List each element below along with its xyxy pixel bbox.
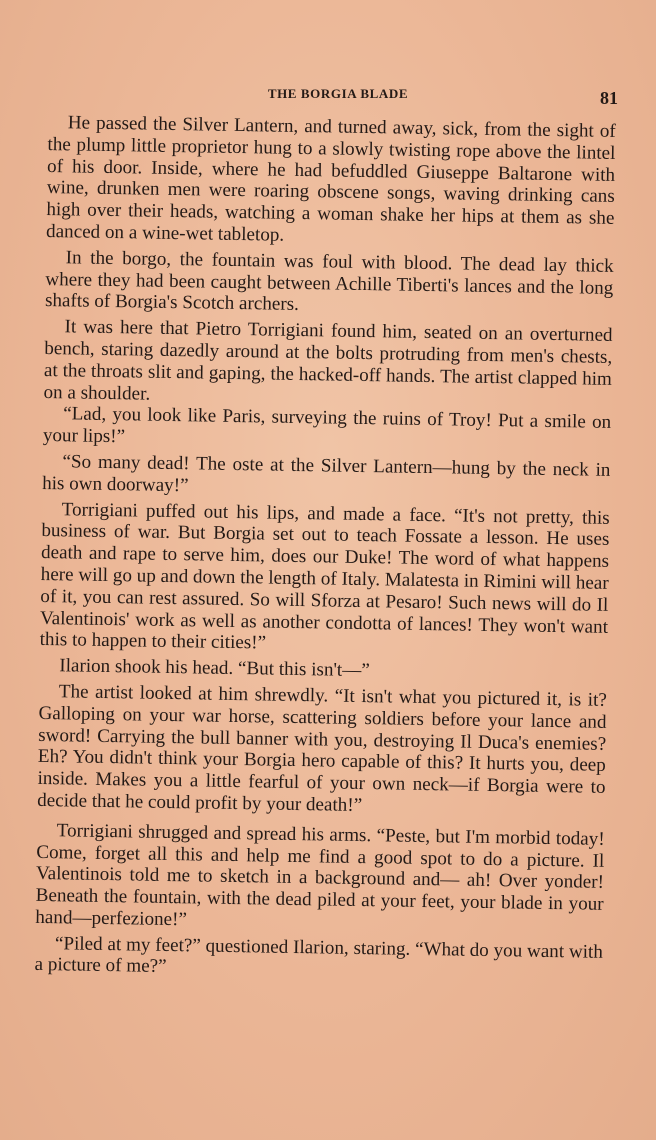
paragraph: “Lad, you look like Paris, surveying the ruins of Troy! Put a smile on your lips!” [42,403,612,448]
paragraph: It was here that Pietro Torrigiani found him, seated on an overturned bench, staring dazedly around at the bolts protruding from men's chests, at the throats slit and gaping, the hacked-off hands. The artist clapped him on a shoulder. [43,316,613,405]
paragraph: “So many dead! The oste at the Silver Lantern—hung by the neck in his own doorway!” [42,451,611,497]
paragraph: Ilarion shook his head. “But this isn't—” [59,655,370,682]
paragraph: Torrigiani puffed out his lips, and made a face. “It's not pretty, this business of war. But Borgia set out to teach Fossate a lesson. He uses death and rape to serve him, does our Duke! The word of what happens here will go up and down the length of Italy. Malatesta in Rimini will hear of it, you can rest assured. So will Sforza at Pesaro! Such news will do Il Valentinois' work as well as another condotta of lances! They won't want this to happen to their cities!” [39,498,610,654]
paragraph: Torrigiani shrugged and spread his arms. “Peste, but I'm morbid today! Come, forget all this and help me find a good spot to do a picture. Il Valentinois told me to sketch in a background and— ah! Over yonder! Beneath the fountain, with the dead piled at your feet, your blade in your hand—perfezione!” [35,819,605,931]
paragraph: He passed the Silver Lantern, and turned away, sick, from the sight of the plump little proprietor hung to a slowly twisting rope above the lintel of his door. Inside, where he had befuddled Giuseppe Baltarone with wine, drunken men were roaring obscene songs, waving drinking cans high over their heads, watching a woman shake her hips at them as she danced on a wine-wet tabletop. [45,112,616,246]
page-number: 81 [600,88,618,108]
paragraph: In the borgo, the fountain was foul with blood. The dead lay thick where they had been caught between Achille Tiberti's lances and the long shafts of Borgia's Scotch archers. [44,247,614,316]
paragraph: “Piled at my feet?” questioned Ilarion, staring. “What do you want with a picture of me?” [34,932,604,978]
body-text [34,112,616,985]
paragraph: The artist looked at him shrewdly. “It isn't what you pictured it, is it? Galloping on your war horse, scattering soldiers before your lance and sword! Carrying the bull banner with you, destroying Il Duca's enemies? Eh? You didn't think your Borgia hero capable of this? It hurts you, deep inside. Makes you a little fearful of your own neck—if Borgia were to decide that he could profit by your death!” [37,681,607,816]
running-head: THE BORGIA BLADE [267,86,409,101]
